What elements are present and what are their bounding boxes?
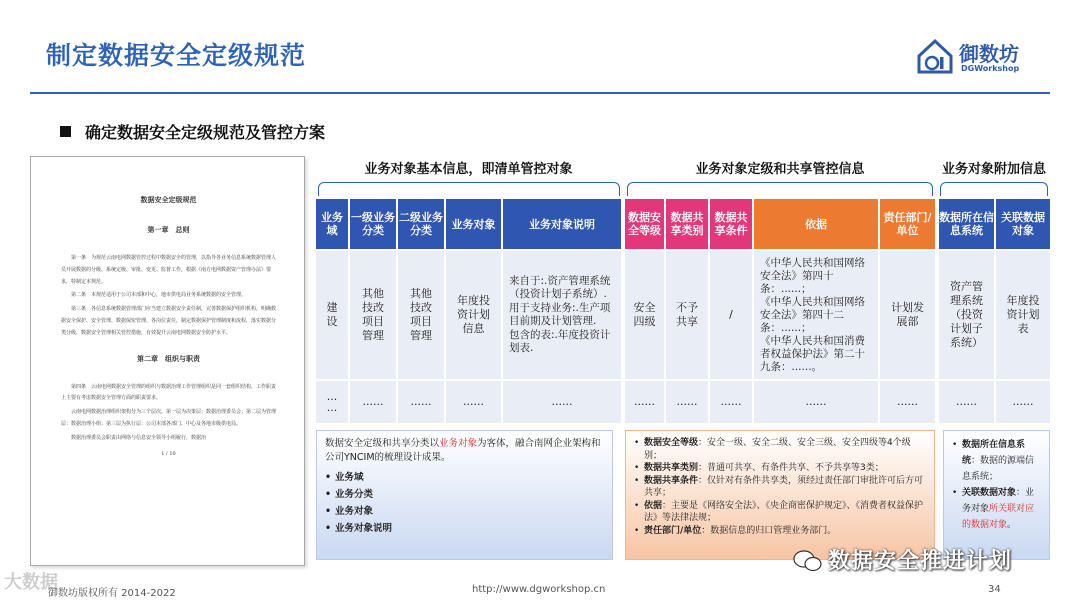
table-cell: ...... — [710, 381, 752, 423]
title-divider — [30, 92, 1050, 94]
table-header: 业务域 — [316, 199, 348, 249]
doc-paragraph: 第二条 本规范适用于公司本部和中心，地市供电局业务系统数据的安全管理。 — [71, 292, 247, 299]
doc-page-number: 1 / 10 — [161, 450, 176, 457]
list-item: • 关联数据对象：业务对象所关联对应的数据对象。 — [952, 485, 1041, 533]
list-item: • 业务对象 — [325, 505, 604, 519]
list-item: • 数据安全等级：安全一级、安全二级、安全三级、安全四级等4个级别； — [634, 437, 926, 462]
doc-chapter: 第二章 组织与职责 — [137, 353, 200, 363]
table-cell: 来自于:.资产管理系统（投资计划子系统）. 用于支持业务:.生产项目前期及计划管理. 包含的表:.年度投资计划表. — [503, 251, 621, 379]
table-header: 数据共享条件 — [710, 199, 752, 249]
table-header: 业务对象说明 — [503, 199, 621, 249]
table-header: 数据共享类别 — [666, 199, 708, 249]
table-cell: 年度投资计划表 — [996, 251, 1050, 379]
table-cell: 其他技改项目管理 — [398, 251, 444, 379]
document-preview — [30, 156, 305, 566]
list-item: • 责任部门/单位：数据信息的归口管理业务部门。 — [634, 525, 926, 538]
section-heading: 确定数据安全定级规范及管控方案 — [60, 120, 325, 143]
table-header: 关联数据对象 — [996, 199, 1050, 249]
group-brace — [627, 182, 933, 196]
list-item: • 数据共享条件：仅针对有条件共享类，须经过责任部门审批许可后方可共享； — [634, 475, 926, 500]
table-cell: 年度投资计划信息 — [446, 251, 501, 379]
group-brace — [940, 182, 1048, 196]
doc-paragraph: 第三条 各信息系统数据管理部门应当建立数据安全责任制，完善数据保护组织机构，明确数据安全保护、安全管理、数据保密管理、各岗位责任，制定数据保护管理制度和流程，落实数据分类分级，数据安全管理相关管控措施，有效提升云南电网数据安全防护水平。 — [61, 306, 277, 336]
list-item: • 数据所在信息系统：数据的源端信息系统； — [952, 437, 1041, 485]
table-header: 数据安全等级 — [625, 199, 664, 249]
doc-paragraph: 云南电网数据治理组织架构分为三个层次，第一层为决策层：数据治理委员会；第二层为管理层：数据治理小组；第三层为执行层：公司本部各部门、中心及各地市级供电局。 — [61, 409, 277, 427]
explanation-box-basic — [316, 430, 613, 560]
list-item: • 数据共享类别：普通可共享、有条件共享、不予共享等3类； — [634, 462, 926, 475]
table-header: 二级业务分类 — [398, 199, 444, 249]
table-cell: ...... — [996, 381, 1050, 423]
watermark-text: 数据安全推进计划 — [828, 549, 1013, 574]
table-cell: ...... — [503, 381, 621, 423]
table-cell: 安全四级 — [625, 251, 664, 379]
table-cell: ...... — [880, 381, 935, 423]
list-item: • 业务对象说明 — [325, 522, 604, 536]
table-cell: 建设 — [316, 251, 348, 379]
logo-house-icon — [915, 36, 955, 76]
doc-paragraph: 数据治理委员会职责由网络与信息安全领导小组履行，数据治 — [71, 434, 207, 441]
footer-url[interactable]: http://www.dgworkshop.cn — [472, 584, 606, 595]
group-heading-extra: 业务对象附加信息 — [941, 162, 1046, 177]
table-cell: 资产管理系统（投资计划子系统） — [939, 251, 994, 379]
list-item: • 依据：主要是《网络安全法》、《央企商密保护规定》、《消费者权益保护法》等法律法规； — [634, 500, 926, 525]
table-cell: ...... — [446, 381, 501, 423]
logo-subtext: DGWorkshop — [961, 64, 1020, 73]
table-cell: ...... — [666, 381, 708, 423]
table-cell: / — [710, 251, 752, 379]
table-cell: 不予共享 — [666, 251, 708, 379]
list-item: • 业务分类 — [325, 488, 604, 502]
wechat-icon — [793, 549, 823, 573]
watermark-left: 大数据 — [4, 572, 58, 593]
page-number: 34 — [988, 584, 1001, 595]
table-cell: ...... — [350, 381, 396, 423]
list-item: • 业务域 — [325, 471, 604, 485]
table-cell: ...... — [754, 381, 878, 423]
table-cell: ... ... — [316, 381, 348, 423]
doc-paragraph: 第四条 云南电网数据安全管理的组织与数据治理工作管理组织是同一套组织结构，工作职责上主要有考虑数据安全管理方面的职责要求。 — [61, 383, 277, 402]
group-heading-basic: 业务对象基本信息，即清单管控对象 — [364, 162, 573, 177]
group-brace — [318, 182, 620, 196]
table-header: 数据所在信息系统 — [939, 199, 994, 249]
logo-text: 御数坊 — [959, 42, 1019, 66]
square-bullet-icon — [60, 126, 71, 137]
table-header: 责任部门/单位 — [880, 199, 935, 249]
table-cell: ...... — [398, 381, 444, 423]
box-intro: 数据安全定级和共享分类以业务对象为客体，融合南网企业架构和公司YNCIM的梳理设计成果。 — [325, 438, 601, 463]
group-heading-grading: 业务对象定级和共享管控信息 — [695, 162, 865, 177]
table-cell: 《中华人民共和国网络安全法》第四十条：......； 《中华人民共和国网络安全法》第四十二条：......； 《中华人民共和国消费者权益保护法》第二十九条：......。 — [754, 251, 878, 379]
table-cell: ...... — [939, 381, 994, 423]
table-header: 一级业务分类 — [350, 199, 396, 249]
doc-paragraph: 第一条 为规范云南电网数据管控过程中数据安全的管理，以指导各业务信息系统数据管理人员开展数据的分级、系统定级、审批、变更、监督工作，根据《南方电网数据资产管理办法》要求，特制定本规范。 — [61, 255, 277, 285]
data-table — [316, 199, 1050, 423]
table-header: 业务对象 — [446, 199, 501, 249]
doc-chapter: 第一章 总则 — [147, 225, 190, 234]
doc-title: 数据安全定级规范 — [140, 195, 197, 204]
explanation-box-extra — [943, 430, 1050, 560]
table-cell: 其他技改项目管理 — [350, 251, 396, 379]
brand-logo — [915, 36, 1055, 78]
page-title: 制定数据安全定级规范 — [46, 41, 307, 70]
footer-copyright: 御数坊版权所有 2014-2022 — [48, 588, 176, 599]
table-header: 依据 — [754, 199, 878, 249]
explanation-box-grading — [625, 430, 935, 560]
table-cell: ...... — [625, 381, 664, 423]
table-cell: 计划发展部 — [880, 251, 935, 379]
